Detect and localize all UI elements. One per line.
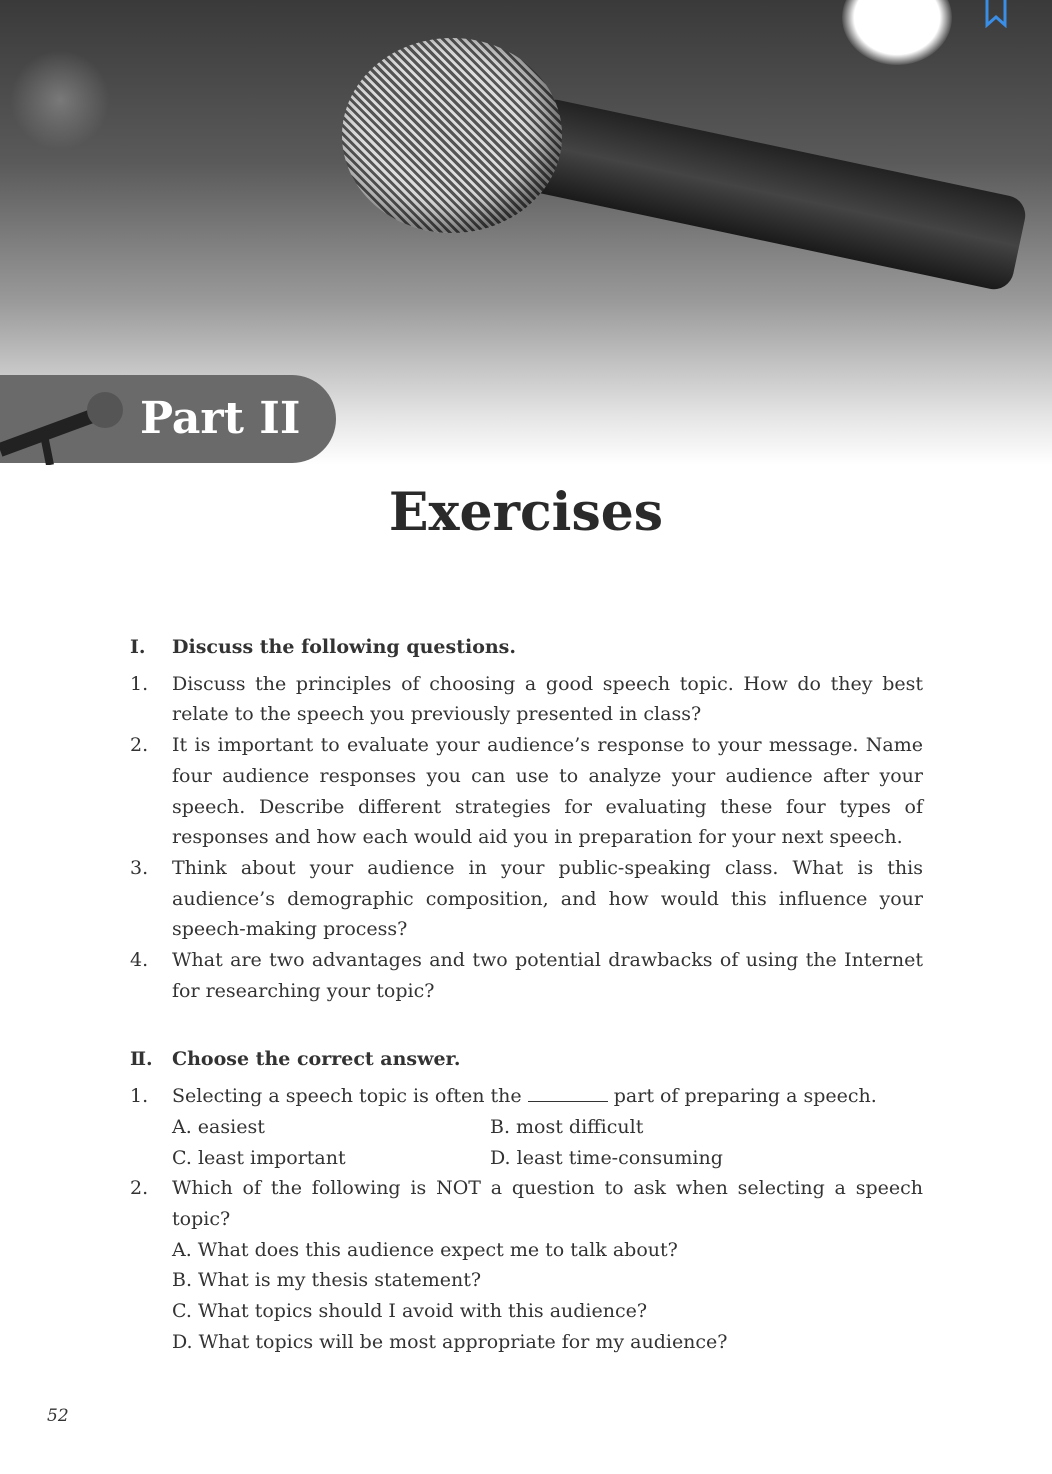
option: D. least time-consuming — [490, 1146, 723, 1169]
question-number: 2. — [130, 1177, 149, 1200]
option: B. What is my thesis statement? — [172, 1269, 482, 1292]
section-title: Discuss the following questions. — [172, 636, 516, 658]
section-numeral: Ⅱ. — [130, 1048, 153, 1071]
question-item — [130, 1173, 923, 1234]
option: A. easiest — [172, 1115, 265, 1138]
answer-options — [130, 1112, 923, 1173]
question-item — [130, 853, 923, 945]
question-text: Discuss the principles of choosing a good speech topic. How do they best relate to the speech you previously presented in class? — [172, 672, 923, 726]
question-number: 4. — [130, 949, 149, 972]
option: A. What does this audience expect me to talk about? — [172, 1238, 678, 1261]
bookmark-icon[interactable] — [984, 0, 1008, 28]
microphone-icon — [0, 380, 130, 465]
question-number: 1. — [130, 1085, 149, 1108]
section-heading — [130, 1044, 923, 1075]
option: C. What topics should I avoid with this audience? — [172, 1300, 648, 1323]
question-text: It is important to evaluate your audience’s response to your message. Name four audience responses you can use to analyze your audience after your speech. Describe different strategies for evaluating these four types of responses and how each would aid you in preparation for your next speech. — [172, 734, 923, 849]
question-item — [130, 730, 923, 853]
question-text: What are two advantages and two potential drawbacks of using the Internet for researching your topic? — [172, 949, 923, 1002]
question-item — [130, 669, 923, 730]
option: B. most difficult — [490, 1115, 644, 1138]
microphone-grille — [342, 38, 562, 233]
question-text: Think about your audience in your public-speaking class. What is this audience’s demographic composition, and how would this influence your speech-making process? — [172, 856, 923, 941]
option: C. least important — [172, 1146, 346, 1169]
answer-blank — [528, 1083, 608, 1102]
question-text: part of preparing a speech. — [607, 1085, 877, 1108]
question-item — [130, 1081, 923, 1112]
page-title: Exercises — [388, 482, 664, 543]
exercise-content — [130, 632, 923, 1357]
question-number: 2. — [130, 734, 149, 757]
microphone-body — [520, 96, 1029, 293]
question-number: 1. — [130, 672, 149, 695]
question-item — [130, 945, 923, 1006]
section-title: Choose the correct answer. — [172, 1048, 461, 1071]
question-text: Selecting a speech topic is often the — [172, 1085, 528, 1108]
section-heading — [130, 632, 923, 663]
question-text: Which of the following is NOT a question to ask when selecting a speech topic? — [172, 1177, 923, 1230]
question-number: 3. — [130, 856, 149, 879]
section-numeral: I. — [130, 636, 146, 658]
option: D. What topics will be most appropriate for my audience? — [172, 1330, 728, 1353]
page-number: 52 — [47, 1406, 69, 1426]
part-label: Part II — [140, 393, 301, 444]
